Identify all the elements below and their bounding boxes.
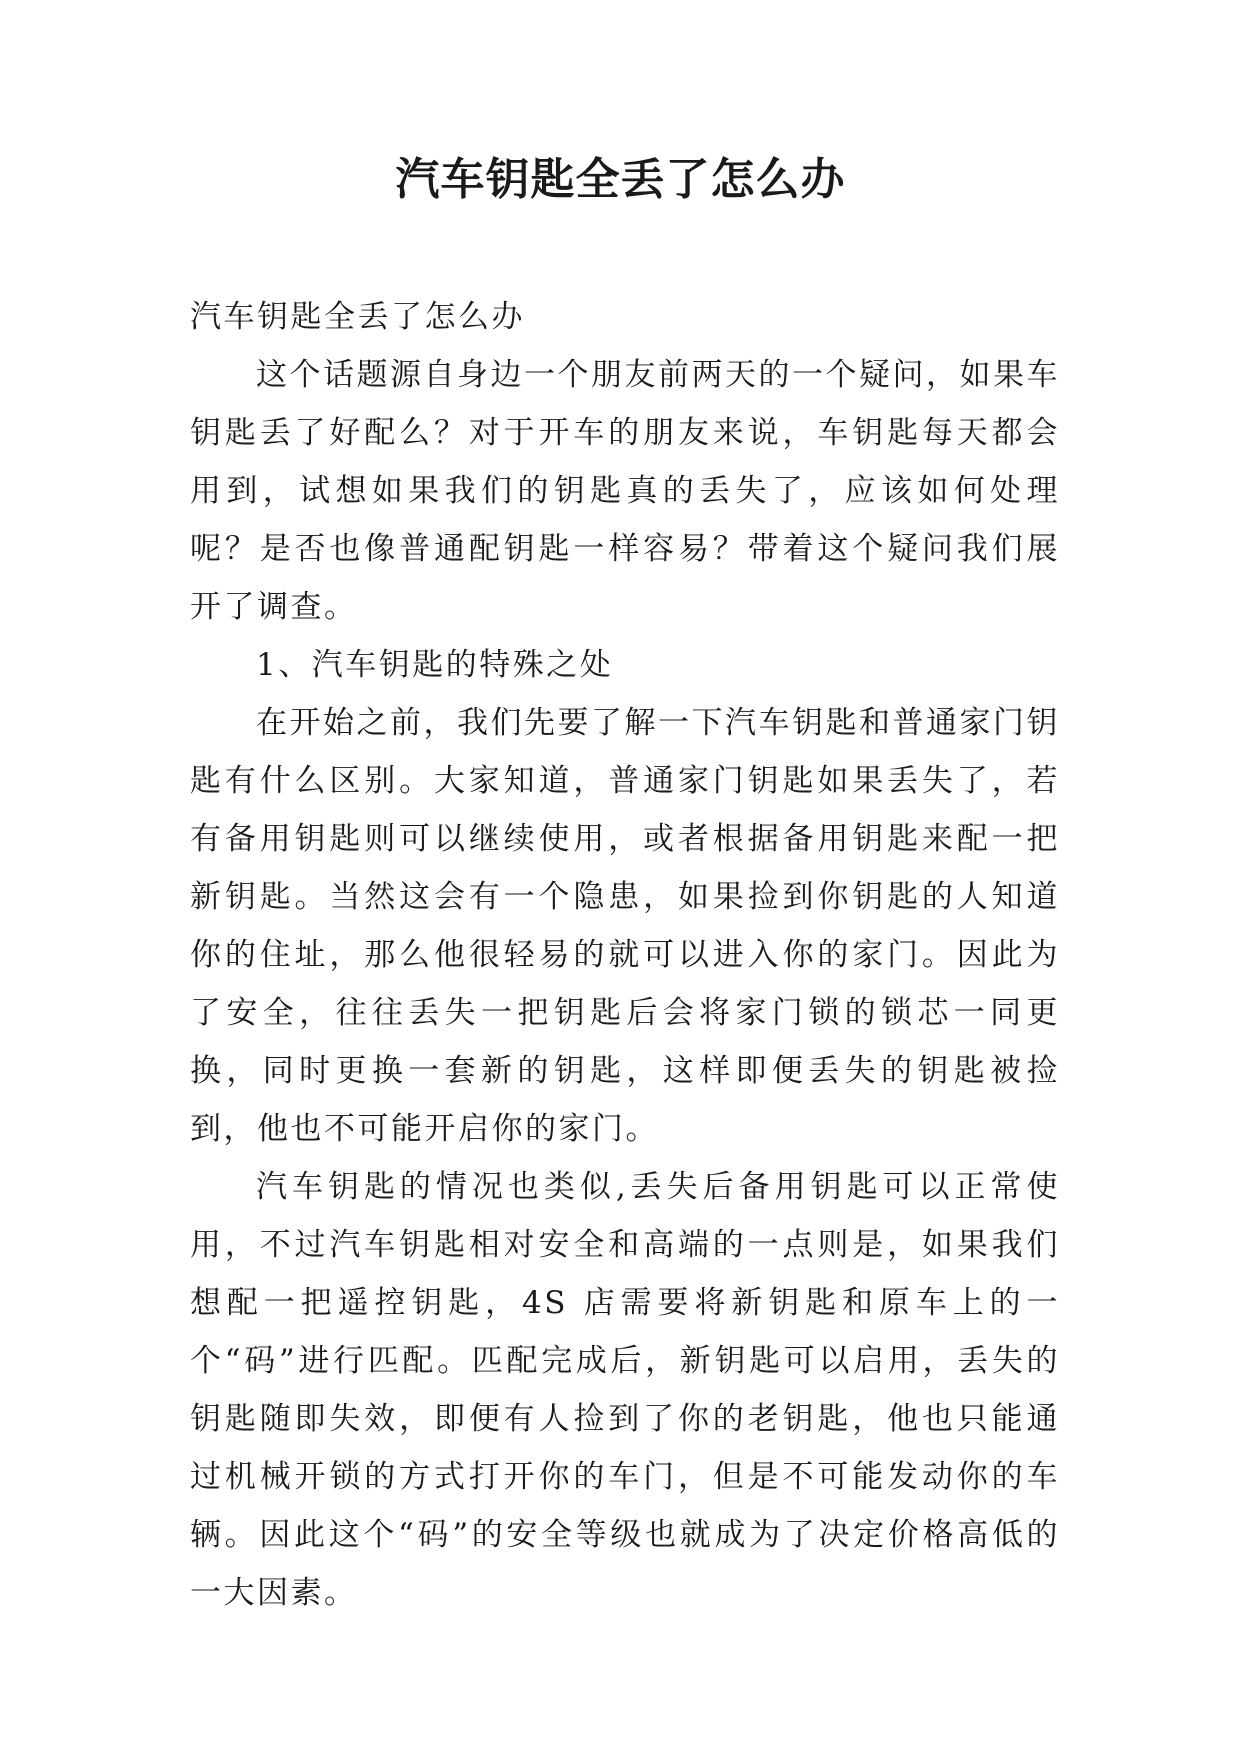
document-body	[190, 288, 1060, 1622]
paragraph-subtitle: 汽车钥匙全丢了怎么办	[190, 299, 525, 335]
paragraph-intro: 这个话题源自身边一个朋友前两天的一个疑问，如果车钥匙丢了好配么？对于开车的朋友来说，车钥匙每天都会用到，试想如果我们的钥匙真的丢失了，应该如何处理呢？是否也像普通配钥匙一样容易？带着这个疑问我们展开了调查。	[190, 357, 1060, 625]
document-title: 汽车钥匙全丢了怎么办	[395, 154, 846, 205]
paragraph-home-keys: 在开始之前，我们先要了解一下汽车钥匙和普通家门钥匙有什么区别。大家知道，普通家门钥匙如果丢失了，若有备用钥匙则可以继续使用，或者根据备用钥匙来配一把新钥匙。当然这会有一个隐患，如果捡到你钥匙的人知道你的住址，那么他很轻易的就可以进入你的家门。因此为了安全，往往丢失一把钥匙后会将家门锁的锁芯一同更换，同时更换一套新的钥匙，这样即便丢失的钥匙被捡到，他也不可能开启你的家门。	[190, 705, 1060, 1147]
paragraph-car-keys: 汽车钥匙的情况也类似,丢失后备用钥匙可以正常使用，不过汽车钥匙相对安全和高端的一点则是，如果我们想配一把遥控钥匙，4S 店需要将新钥匙和原车上的一个“码”进行匹配。匹配完成后，新钥匙可以启用，丢失的钥匙随即失效，即便有人捡到了你的老钥匙，他也只能通过机械开锁的方式打开你的车门，但是不可能发动你的车辆。因此这个“码”的安全等级也就成为了决定价格高低的一大因素。	[190, 1169, 1060, 1611]
section-heading-1: 1、汽车钥匙的特殊之处	[256, 647, 614, 683]
